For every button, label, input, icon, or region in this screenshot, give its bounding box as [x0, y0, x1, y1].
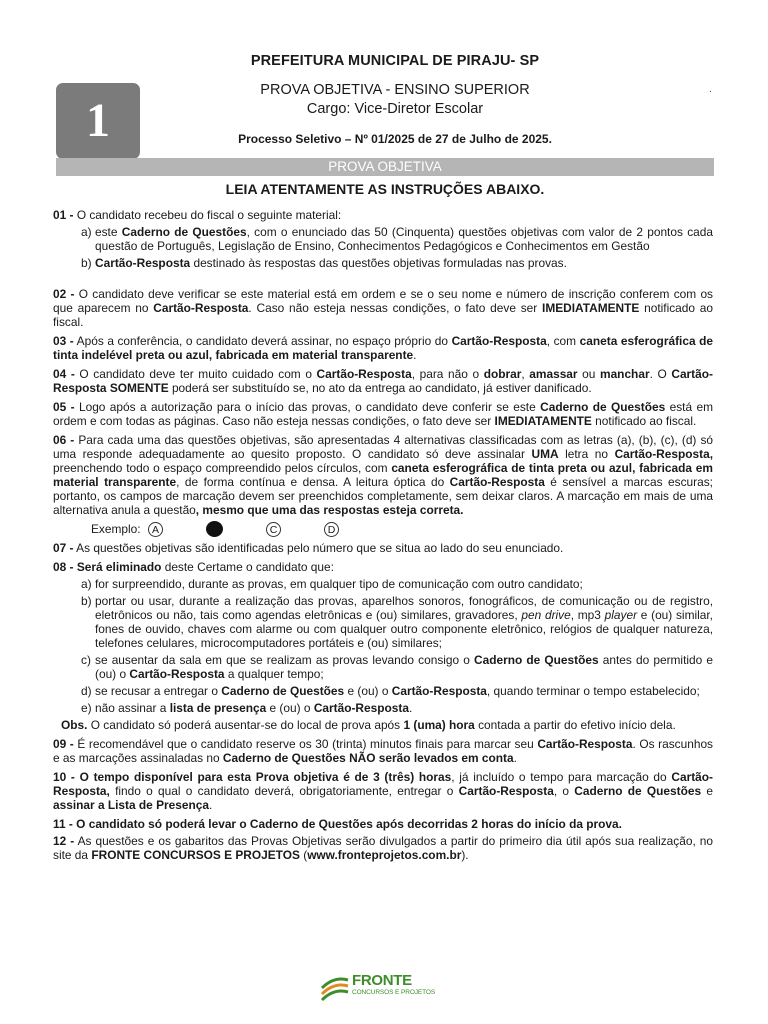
bubble-filled-icon [206, 521, 223, 537]
instruction-10: 10 - O tempo disponível para esta Prova objetiva é de 3 (três) horas, já incluído o tempo para marcação do Cartão-Resposta, findo o qual o candidato deverá, obrigatoriamente, entregar o Cartão-Resposta, o Caderno de Questões e assinar a Lista de Presença. [53, 770, 714, 812]
observation: Obs. O candidato só poderá ausentar-se do local de prova após 1 (uma) hora contada a partir do efetivo início dela. [61, 718, 676, 732]
instruction-08e: e) não assinar a lista de presença e (ou) o Cartão-Resposta. [81, 701, 413, 715]
process-title: Processo Seletivo – Nº 01/2025 de 27 de Julho de 2025. [238, 132, 552, 146]
instruction-08b: b) portar ou usar, durante a realização das provas, aparelhos sonoros, fonográficos, de comunicação ou de registro, eletrônicos ou não, tais como agendas eletrônicas e (ou) similares, gravadores, pen drive, mp3 player e (ou) similar, fones de ouvido, chaves com alarme ou com qualquer outro componente eletrônico, relógios de qualquer natureza, telefones celulares, microcomputadores portáteis e (ou) similares; [81, 594, 713, 650]
instruction-06: 06 - Para cada uma das questões objetivas, são apresentadas 4 alternativas classificadas com as letras (a), (b), (c), (d) só uma responde adequadamente ao quesito proposto. O candidato só deve assinalar UMA letra no Cartão-Resposta, preenchendo todo o espaço compreendido pelos círculos, com caneta esferográfica de tinta preta ou azul, fabricada em material transparente, de forma contínua e densa. A leitura óptica do Cartão-Resposta é sensível a marcas escuras; portanto, os campos de marcação devem ser preenchidos completamente, sem deixar claros. A marcação em mais de uma alternativa anula a questão, mesmo que uma das respostas esteja correta. [53, 433, 714, 517]
instruction-02: 02 - O candidato deve verificar se este material está em ordem e se o seu nome e número de inscrição conferem com os que aparecem no Cartão-Resposta. Caso não esteja nessas condições, o fato deve ser IMEDIATAMENTE notificado ao fiscal. [53, 287, 714, 329]
instruction-08c: c) se ausentar da sala em que se realizam as provas levando consigo o Caderno de Questões antes do permitido e (ou) o Cartão-Resposta a qualquer tempo; [81, 653, 713, 681]
instruction-11: 11 - O candidato só poderá levar o Caderno de Questões após decorridas 2 horas do início da prova. [53, 817, 622, 831]
logo-name: FRONTE [352, 972, 412, 989]
instruction-08a: a) for surpreendido, durante as provas, em qualquer tipo de comunicação com outro candidato; [81, 577, 583, 591]
instruction-09: 09 - É recomendável que o candidato reserve os 30 (trinta) minutos finais para marcar seu Cartão-Resposta. Os rascunhos e as marcações assinaladas no Caderno de Questões NÃO serão levados em conta. [53, 737, 714, 765]
instruction-01b: b) Cartão-Resposta destinado às respostas das questões objetivas formuladas nas provas. [81, 256, 567, 270]
stray-dot: . [709, 84, 712, 95]
logo-tagline: CONCURSOS E PROJETOS [352, 989, 436, 996]
section-band-label: PROVA OBJETIVA [328, 159, 442, 174]
instruction-12: 12 - As questões e os gabaritos das Provas Objetivas serão divulgados a partir do primeiro dia útil após sua realização, no site da FRONTE CONCURSOS E PROJETOS (www.fronteprojetos.com.br). [53, 834, 713, 862]
instructions-title: LEIA ATENTAMENTE AS INSTRUÇÕES ABAIXO. [225, 181, 545, 197]
instruction-04: 04 - O candidato deve ter muito cuidado com o Cartão-Resposta, para não o dobrar, amassar ou manchar. O Cartão-Resposta SOMENTE poderá ser substituído se, no ato da entrega ao candidato, já estiver danificado. [53, 367, 713, 395]
answer-example [53, 520, 713, 538]
bubble-a-icon: A [148, 522, 163, 537]
municipality-title: PREFEITURA MUNICIPAL DE PIRAJU- SP [250, 53, 540, 69]
instruction-07: 07 - As questões objetivas são identificadas pelo número que se situa ao lado do seu enunciado. [53, 541, 564, 555]
bubble-d-icon: D [324, 522, 339, 537]
instruction-08d: d) se recusar a entregar o Caderno de Questões e (ou) o Cartão-Resposta, quando terminar o tempo estabelecido; [81, 684, 700, 698]
instruction-05: 05 - Logo após a autorização para o início das provas, o candidato deve conferir se este Caderno de Questões está em ordem e com todas as páginas. Caso não esteja nessas condições, o fato deve ser IMEDIATAMENTE notificado ao fiscal. [53, 400, 713, 428]
instruction-01: 01 - O candidato recebeu do fiscal o seguinte material: [53, 208, 342, 222]
instructions-list [53, 208, 713, 862]
role-title: Cargo: Vice-Diretor Escolar [306, 101, 484, 117]
example-label: Exemplo: [91, 522, 141, 536]
booklet-number-badge: 1 [56, 83, 140, 159]
instruction-01a: a) este Caderno de Questões, com o enunciado das 50 (Cinquenta) questões objetivas com valor de 2 pontos cada questão de Português, Legislação de Ensino, Conhecimentos Pedagógicos e Conhecimentos em Gestão [81, 225, 713, 253]
bubble-c-icon: C [266, 522, 281, 537]
instruction-03: 03 - Após a conferência, o candidato deverá assinar, no espaço próprio do Cartão-Resposta, com caneta esferográfica de tinta indelével preta ou azul, fabricada em material transparente. [53, 334, 713, 362]
exam-title: PROVA OBJETIVA - ENSINO SUPERIOR [260, 82, 530, 98]
instruction-08: 08 - Será eliminado deste Certame o candidato que: [53, 560, 334, 574]
